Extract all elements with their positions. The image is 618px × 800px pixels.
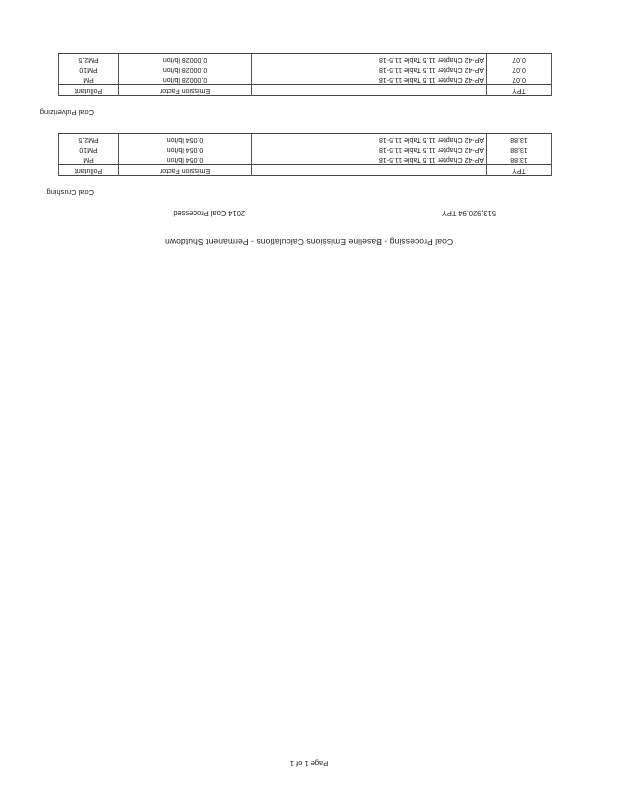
tpy-cell: 13.88 xyxy=(487,144,552,154)
source-cell: AP-42 Chapter 11.5 Table 11.5-18 xyxy=(252,74,487,85)
pollutant-cell: PM2.5 xyxy=(59,134,119,145)
tpy-cell: 0.07 xyxy=(487,64,552,74)
tpy-cell: 0.07 xyxy=(487,54,552,65)
emissions-table-coal-crushing xyxy=(58,133,552,176)
pollutant-cell: PM10 xyxy=(59,144,119,154)
factor-cell: 0.054 lb/ton xyxy=(119,154,252,165)
tpy-cell: 13.88 xyxy=(487,134,552,145)
table-header-row xyxy=(59,165,552,176)
table-row xyxy=(59,74,552,85)
header-factor: Emission Factor xyxy=(119,165,252,176)
source-cell: AP-42 Chapter 11.5 Table 11.5-18 xyxy=(252,134,487,145)
factor-cell: 0.00028 lb/ton xyxy=(119,64,252,74)
factor-cell: 0.054 lb/ton xyxy=(119,134,252,145)
coal-processed-value: 513,920.94 TPY xyxy=(441,209,496,218)
emissions-table-coal-pulverizing xyxy=(58,53,552,96)
header-pollutant: Pollutant xyxy=(59,85,119,96)
table-row xyxy=(59,144,552,154)
page-title: Coal Processing - Baseline Emissions Calculations - Permanent Shutdown xyxy=(164,237,454,247)
source-cell: AP-42 Chapter 11.5 Table 11.5-18 xyxy=(252,64,487,74)
source-cell: AP-42 Chapter 11.5 Table 11.5-18 xyxy=(252,154,487,165)
section-label-coal-crushing: Coal Crushing xyxy=(46,188,94,197)
header-source xyxy=(252,85,487,96)
header-factor: Emission Factor xyxy=(119,85,252,96)
pollutant-cell: PM xyxy=(59,74,119,85)
tpy-cell: 0.07 xyxy=(487,74,552,85)
pollutant-cell: PM xyxy=(59,154,119,165)
tpy-cell: 13.88 xyxy=(487,154,552,165)
header-pollutant: Pollutant xyxy=(59,165,119,176)
header-source xyxy=(252,165,487,176)
coal-processed-label: 2014 Coal Processed xyxy=(173,209,245,218)
source-cell: AP-42 Chapter 11.5 Table 11.5-18 xyxy=(252,144,487,154)
page-footer: Page 1 of 1 xyxy=(289,759,329,768)
pollutant-cell: PM10 xyxy=(59,64,119,74)
factor-cell: 0.00028 lb/ton xyxy=(119,74,252,85)
table-row xyxy=(59,154,552,165)
factor-cell: 0.00028 lb/ton xyxy=(119,54,252,65)
header-unit: TPY xyxy=(487,85,552,96)
table-row xyxy=(59,134,552,145)
factor-cell: 0.054 lb/ton xyxy=(119,144,252,154)
table-header-row xyxy=(59,85,552,96)
source-cell: AP-42 Chapter 11.5 Table 11.5-18 xyxy=(252,54,487,65)
pollutant-cell: PM2.5 xyxy=(59,54,119,65)
table-row xyxy=(59,64,552,74)
table-row xyxy=(59,54,552,65)
header-unit: TPY xyxy=(487,165,552,176)
section-label-coal-pulverizing: Coal Pulverizing xyxy=(39,108,94,117)
